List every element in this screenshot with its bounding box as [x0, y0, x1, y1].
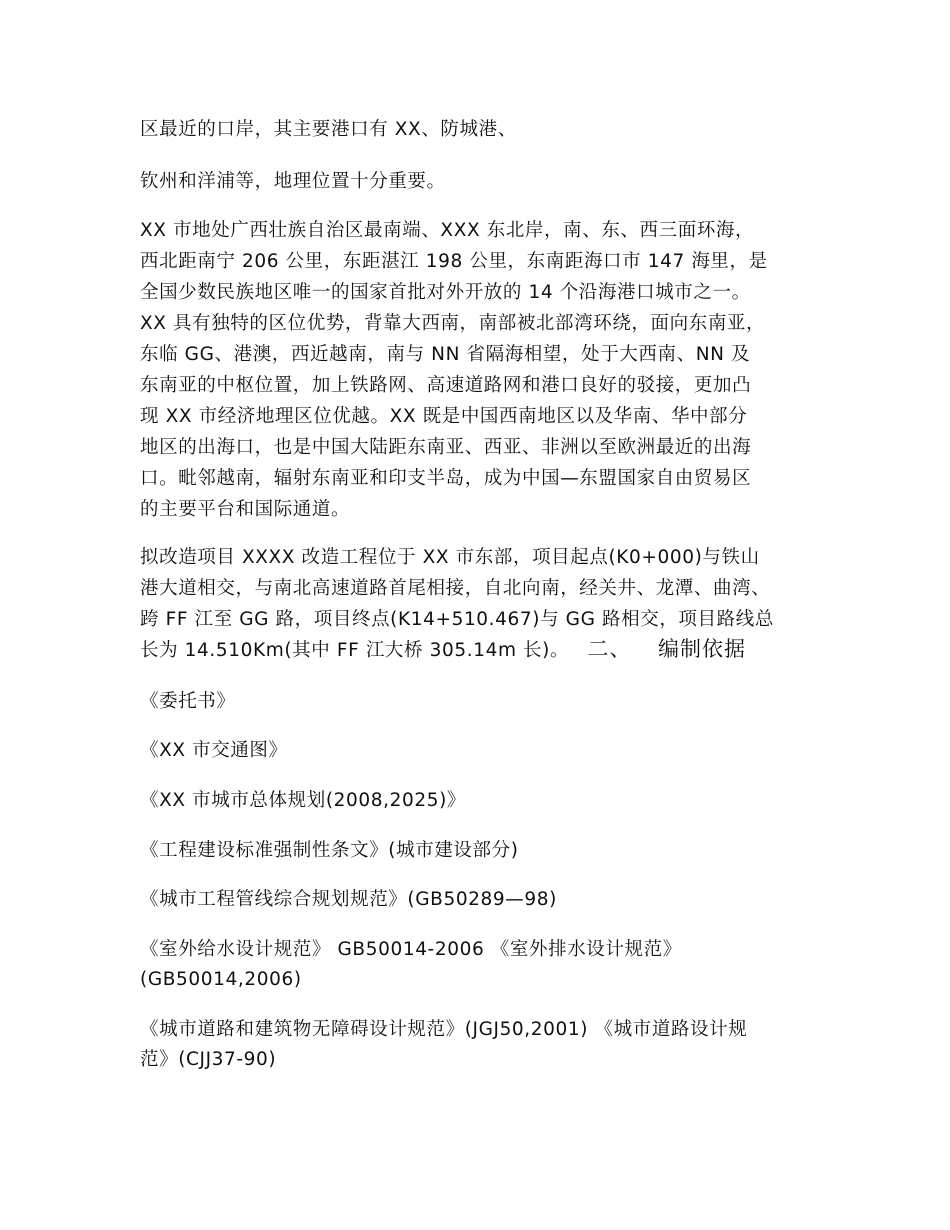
- reference-item: 《XX 市城市总体规划(2008,2025)》: [140, 790, 467, 811]
- reference-item: 《城市道路和建筑物无障碍设计规范》(JGJ50,2001) 《城市道路设计规: [140, 1019, 748, 1040]
- text-line: XX 具有独特的区位优势，背靠大西南，南部被北部湾环绕，面向东南亚，: [140, 313, 766, 334]
- reference-item: (GB50014,2006): [140, 969, 302, 990]
- text-line: 全国少数民族地区唯一的国家首批对外开放的 14 个沿海港口城市之一。: [140, 282, 751, 303]
- text-line: 地区的出海口，也是中国大陆距东南亚、西亚、非洲以至欧洲最近的出海: [140, 437, 752, 458]
- text-line: 港大道相交，与南北高速道路首尾相接，自北向南，经关井、龙潭、曲湾、: [140, 578, 771, 599]
- section-number: 二、: [587, 637, 632, 661]
- reference-item: 《城市工程管线综合规划规范》(GB50289—98): [140, 889, 557, 910]
- reference-item: 《室外给水设计规范》 GB50014-2006 《室外排水设计规范》: [140, 939, 682, 960]
- text-line: 现 XX 市经济地理区位优越。XX 既是中国西南地区以及华南、华中部分: [140, 406, 748, 427]
- text-line: 区最近的口岸，其主要港口有 XX、防城港、: [140, 119, 517, 140]
- text-line: 的主要平台和国际通道。: [140, 499, 351, 520]
- section-title: 编制依据: [658, 637, 747, 661]
- text-line-with-heading: [140, 637, 746, 663]
- text-line: 钦州和洋浦等，地理位置十分重要。: [140, 171, 446, 192]
- text-line: 东临 GG、港澳，西近越南，南与 NN 省隔海相望，处于大西南、NN 及: [140, 344, 751, 365]
- text-line: 跨 FF 江至 GG 路，项目终点(K14+510.467)与 GG 路相交，项目路线总: [140, 609, 774, 630]
- text-line: 长为 14.510Km(其中 FF 江大桥 305.14m 长)。: [140, 640, 570, 661]
- text-line: 拟改造项目 XXXX 改造工程位于 XX 市东部，项目起点(K0+000)与铁山: [140, 547, 760, 568]
- text-line: 东南亚的中枢位置，加上铁路网、高速道路网和港口良好的驳接，更加凸: [140, 375, 752, 396]
- text-line: XX 市地处广西壮族自治区最南端、XXX 东北岸，南、东、西三面环海，: [140, 220, 755, 241]
- reference-item: 范》(CJJ37-90): [140, 1049, 277, 1070]
- reference-item: 《工程建设标准强制性条文》(城市建设部分): [140, 840, 519, 861]
- text-line: 西北距南宁 206 公里，东距湛江 198 公里，东南距海口市 147 海里，是: [140, 251, 768, 272]
- text-line: 口。毗邻越南，辐射东南亚和印支半岛，成为中国—东盟国家自由贸易区: [140, 468, 752, 489]
- reference-item: 《XX 市交通图》: [140, 740, 288, 761]
- reference-item: 《委托书》: [140, 691, 236, 712]
